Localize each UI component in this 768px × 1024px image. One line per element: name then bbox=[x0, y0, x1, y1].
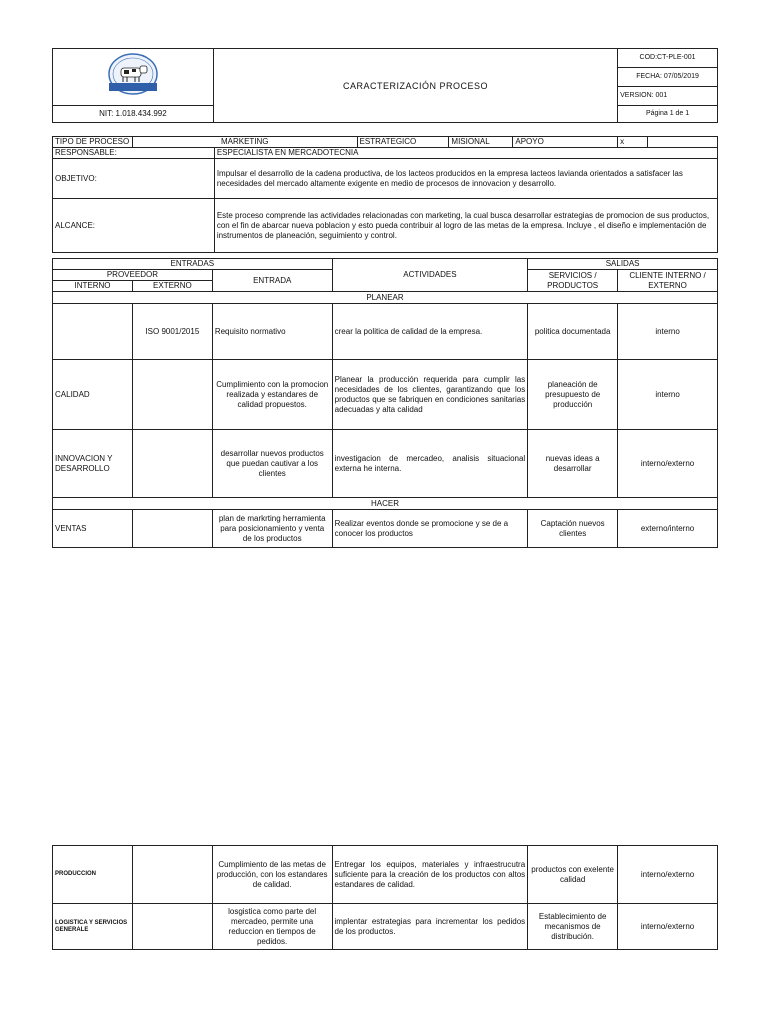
alcance-label: ALCANCE: bbox=[53, 199, 215, 253]
row-interno: INNOVACION Y DESARROLLO bbox=[53, 430, 133, 498]
row-entrada: Cumplimiento con la promocion realizada y estandares de calidad propuestos. bbox=[212, 360, 332, 430]
row-actividad: Entregar los equipos, materiales y infraestrucutra suficiente para la creación de los productos con altos estandares de calidad. bbox=[332, 846, 528, 904]
document-version: VERSION: 001 bbox=[618, 87, 718, 106]
externo-header: EXTERNO bbox=[132, 281, 212, 292]
objetivo-label: OBJETIVO: bbox=[53, 159, 215, 199]
row-entrada: Requisito normativo bbox=[212, 304, 332, 360]
table-row bbox=[53, 360, 718, 430]
row-interno: LOGISTICA Y SERVICIOS GENERALE bbox=[53, 904, 133, 950]
logo-cell bbox=[53, 49, 214, 106]
responsable-value: ESPECIALISTA EN MERCADOTECNIA bbox=[214, 148, 717, 159]
row-cliente: interno bbox=[618, 360, 718, 430]
objetivo-value: Impulsar el desarrollo de la cadena productiva, de los lacteos producidos en la empresa lacteos lavianda orientados a satisfacer las necesidades del mercado altamente exigente en medio de procesos de innovacion y desarrollo. bbox=[214, 159, 717, 199]
row-actividad: Planear la producción requerida para cumplir las necesidades de los clientes, garantizando que los productos que se fabriquen en condiciones sanitarias adecuadas y alta calidad bbox=[332, 360, 528, 430]
entrada-header: ENTRADA bbox=[212, 270, 332, 292]
row-servicio: nuevas ideas a desarrollar bbox=[528, 430, 618, 498]
table-row bbox=[53, 430, 718, 498]
row-entrada: Cumplimiento de las metas de producción, con los estandares de calidad. bbox=[212, 846, 332, 904]
process-info-table bbox=[52, 136, 718, 253]
document-header bbox=[52, 48, 718, 123]
row-servicio: productos con exelente calidad bbox=[528, 846, 618, 904]
table-row bbox=[53, 904, 718, 950]
row-servicio: politica documentada bbox=[528, 304, 618, 360]
entradas-header: ENTRADAS bbox=[53, 259, 333, 270]
tipo-value: MARKETING bbox=[132, 137, 357, 148]
table-row bbox=[53, 846, 718, 904]
misional-label: MISIONAL bbox=[449, 137, 513, 148]
row-actividad: implentar estrategias para incrementar los pedidos de los productos. bbox=[332, 904, 528, 950]
row-externo bbox=[132, 846, 212, 904]
actividades-header: ACTIVIDADES bbox=[332, 259, 528, 292]
row-externo bbox=[132, 510, 212, 548]
row-servicio: planeación de presupuesto de producción bbox=[528, 360, 618, 430]
page-number: Página 1 de 1 bbox=[618, 106, 718, 123]
row-interno: CALIDAD bbox=[53, 360, 133, 430]
process-table-continued bbox=[52, 845, 718, 950]
apoyo-mark: x bbox=[618, 137, 648, 148]
row-interno: PRODUCCION bbox=[53, 846, 133, 904]
row-entrada: plan de markrting herramienta para posicionamiento y venta de los productos bbox=[212, 510, 332, 548]
row-entrada: losgistica como parte del mercadeo, permite una reduccion en tiempos de pedidos. bbox=[212, 904, 332, 950]
row-actividad: crear la politica de calidad de la empresa. bbox=[332, 304, 528, 360]
interno-header: INTERNO bbox=[53, 281, 133, 292]
row-cliente: interno/externo bbox=[618, 430, 718, 498]
empty-cell bbox=[648, 137, 718, 148]
row-interno bbox=[53, 304, 133, 360]
document-title: CARACTERIZACIÓN PROCESO bbox=[213, 49, 617, 123]
row-externo bbox=[132, 360, 212, 430]
cliente-header: CLIENTE INTERNO / EXTERNO bbox=[618, 270, 718, 292]
estrategico-label: ESTRATEGICO bbox=[357, 137, 449, 148]
row-externo bbox=[132, 430, 212, 498]
row-externo: ISO 9001/2015 bbox=[132, 304, 212, 360]
process-table bbox=[52, 258, 718, 548]
tipo-label: TIPO DE PROCESO bbox=[53, 137, 133, 148]
company-nit: NIT: 1.018.434.992 bbox=[53, 106, 214, 123]
row-cliente: interno bbox=[618, 304, 718, 360]
document-code: COD:CT-PLE-001 bbox=[618, 49, 718, 68]
section-planear: PLANEAR bbox=[53, 292, 718, 304]
row-servicio: Captación nuevos clientes bbox=[528, 510, 618, 548]
row-externo bbox=[132, 904, 212, 950]
table-row bbox=[53, 510, 718, 548]
responsable-label: RESPONSABLE: bbox=[53, 148, 215, 159]
row-cliente: interno/externo bbox=[618, 904, 718, 950]
row-cliente: interno/externo bbox=[618, 846, 718, 904]
row-entrada: desarrollar nuevos productos que puedan cautivar a los clientes bbox=[212, 430, 332, 498]
row-servicio: Establecimiento de mecanismos de distribución. bbox=[528, 904, 618, 950]
apoyo-label: APOYO bbox=[513, 137, 618, 148]
cow-logo-icon bbox=[101, 52, 165, 102]
row-actividad: Realizar eventos donde se promocione y se de a conocer los productos bbox=[332, 510, 528, 548]
row-cliente: externo/interno bbox=[618, 510, 718, 548]
document-date: FECHA: 07/05/2019 bbox=[618, 68, 718, 87]
salidas-header: SALIDAS bbox=[528, 259, 718, 270]
alcance-value: Este proceso comprende las actividades relacionadas con marketing, la cual busca desarrollar estrategias de promocion de sus productos, con el fin de abarcar nueva poblacion y esto pueda contribuir al logro de las metas de la empresa. Incluye , el diseño e implementación de instrumentos de planeación, seguimiento y control. bbox=[214, 199, 717, 253]
table-row bbox=[53, 304, 718, 360]
row-interno: VENTAS bbox=[53, 510, 133, 548]
row-actividad: investigacion de mercadeo, analisis situacional externa he interna. bbox=[332, 430, 528, 498]
section-hacer: HACER bbox=[53, 498, 718, 510]
company-logo bbox=[55, 49, 211, 105]
servicios-header: SERVICIOS / PRODUCTOS bbox=[528, 270, 618, 292]
proveedor-header: PROVEEDOR bbox=[53, 270, 213, 281]
